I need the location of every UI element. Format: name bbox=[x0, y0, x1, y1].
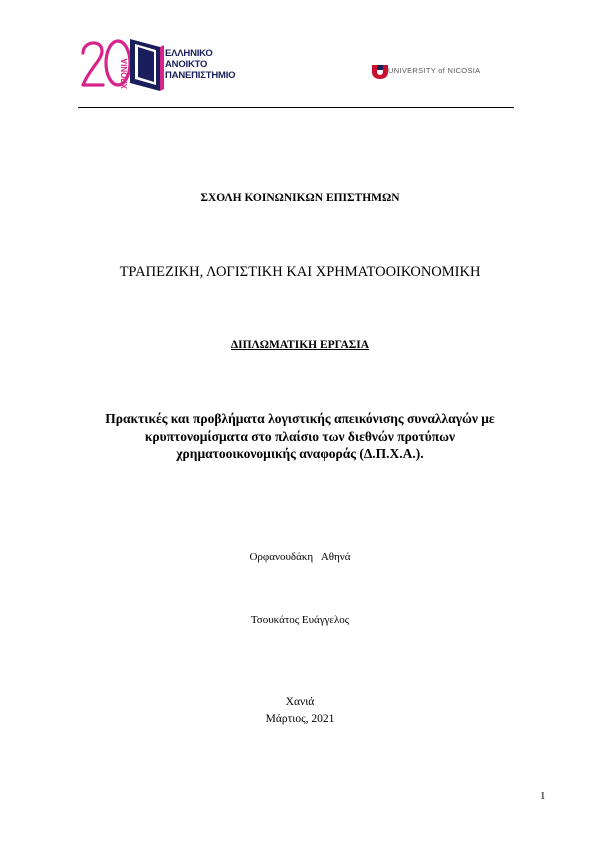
thesis-title-line-3: χρηματοοικονομικής αναφοράς (Δ.Π.Χ.Α.). bbox=[176, 446, 424, 461]
hou-name-line-2: ΑΝΟΙΚΤΟ bbox=[165, 59, 208, 70]
thesis-title-line-1: Πρακτικές και προβλήματα λογιστικής απεικόνισης συναλλαγών με bbox=[105, 411, 495, 426]
thesis-type: ΔΙΠΛΩΜΑΤΙΚΗ ΕΡΓΑΣΙΑ bbox=[230, 339, 370, 351]
hou-name-line-1: ΕΛΛΗΝΙΚΟ bbox=[165, 48, 213, 59]
thesis-title bbox=[100, 410, 500, 463]
school-name: ΣΧΟΛΗ ΚΟΙΝΩΝΙΚΩΝ ΕΠΙΣΤΗΜΩΝ bbox=[200, 192, 400, 204]
open-book-icon bbox=[130, 39, 164, 91]
hou-name-line-3: ΠΑΝΕΠΙΣΤΗΜΙΟ bbox=[165, 70, 236, 81]
hou-logo bbox=[80, 33, 240, 93]
city: Χανιά bbox=[285, 696, 315, 708]
thesis-title-line-2: κρυπτονομίσματα στο πλαίσιο των διεθνών προτύπων bbox=[144, 428, 456, 444]
program-name: ΤΡΑΠΕΖΙΚΗ, ΛΟΓΙΣΤΙΚΗ ΚΑΙ ΧΡΗΜΑΤΟΟΙΚΟΝΟΜΙΚΗ bbox=[119, 264, 481, 280]
supervisor-name: Τσουκάτος Ευάγγελος bbox=[250, 614, 350, 626]
date: Μάρτιος, 2021 bbox=[265, 713, 335, 725]
logo-subtext: ΧΡΟΝΙΑ bbox=[120, 58, 129, 89]
header-divider bbox=[78, 107, 514, 108]
author-name: Ορφανουδάκη Αθηνά bbox=[249, 551, 351, 563]
unic-logo-text: UNIVERSITY of NICOSIA bbox=[388, 66, 481, 75]
page-number: 1 bbox=[540, 790, 546, 802]
logo-digit-two bbox=[83, 43, 103, 85]
